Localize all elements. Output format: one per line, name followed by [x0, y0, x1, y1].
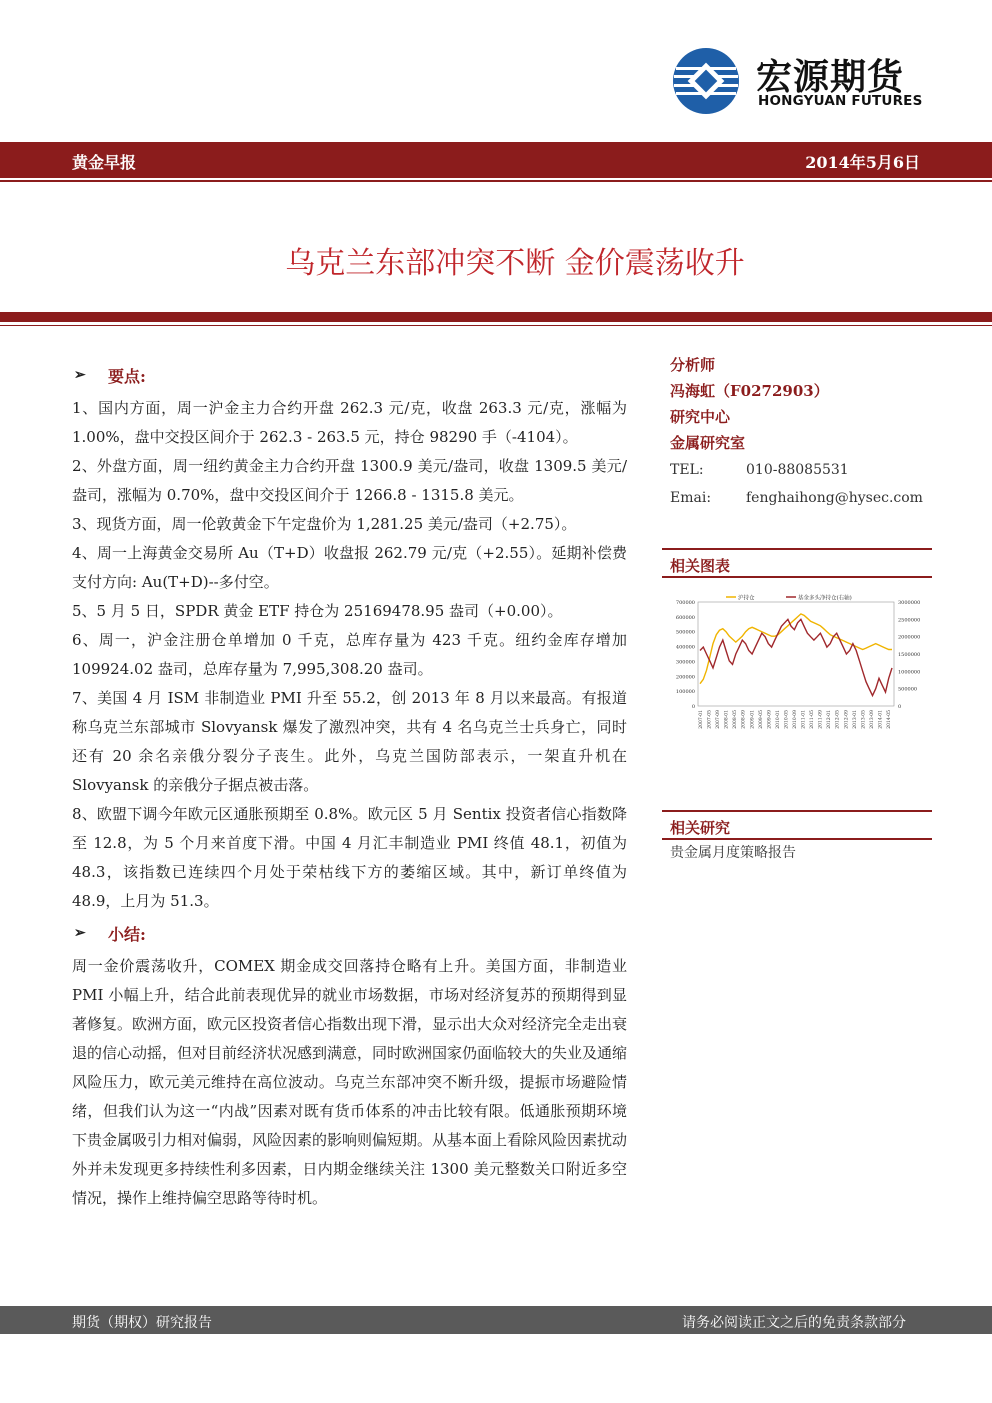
sidebar-info: [670, 352, 932, 512]
chart-section-heading: 相关图表: [662, 548, 932, 578]
email-row: Emai: fenghaihong@hysec.com: [670, 484, 932, 512]
x-tick-label: 2012-09: [844, 710, 850, 729]
title-separator: [0, 312, 992, 322]
footer-disclaimer: 请务必阅读正文之后的免责条款部分: [682, 1315, 906, 1331]
key-point-item: 7、美国 4 月 ISM 非制造业 PMI 升至 55.2，创 2013 年 8 月以来最高。有报道称乌克兰东部城市 Slovyansk 爆发了激烈冲突，共有 4 名乌克兰士兵身亡，同时还有 20 余名亲俄分裂分子丧生。此外，乌克兰国防部表示，一架直升机在 Slovyansk 的亲俄分子据点被击落。: [72, 689, 627, 794]
x-tick-label: 2009-01: [750, 710, 756, 729]
report-header-bar: [0, 142, 992, 178]
analyst-name: 冯海虹（F0272903）: [670, 382, 829, 400]
x-tick-label: 2008-09: [741, 710, 747, 729]
y-right-tick-label: 1000000: [898, 669, 921, 676]
x-tick-label: 2010-01: [775, 710, 781, 729]
y-left-tick-label: 600000: [675, 614, 695, 621]
key-point-item: 6、周一，沪金注册仓单增加 0 千克，总库存量为 423 千克。纽约金库存增加 109924.02 盎司，总库存量为 7,995,308.20 盎司。: [72, 631, 627, 678]
x-tick-label: 2013-01: [852, 710, 858, 729]
x-tick-label: 2009-05: [758, 710, 764, 729]
company-name-en: HONGYUAN FUTURES: [758, 93, 923, 109]
tel-row: TEL: 010-88085531: [670, 456, 932, 484]
key-point-item: 2、外盘方面，周一纽约黄金主力合约开盘 1300.9 美元/盎司，收盘 1309.5 美元/盎司，涨幅为 0.70%，盘中交投区间介于 1266.8 - 1315.8 美元。: [72, 457, 627, 504]
x-tick-label: 2013-09: [869, 710, 875, 729]
x-tick-label: 2012-01: [827, 710, 833, 729]
x-tick-label: 2011-05: [810, 710, 816, 729]
header-underline: [0, 180, 992, 182]
x-tick-label: 2011-01: [801, 710, 807, 729]
x-tick-label: 2007-01: [699, 710, 704, 729]
report-type: 黄金早报: [72, 153, 137, 172]
x-tick-label: 2008-05: [733, 710, 739, 729]
report-title: 乌克兰东部冲突不断 金价震荡收升: [285, 246, 745, 281]
key-point-item: 8、欧盟下调今年欧元区通胀预期至 0.8%。欧元区 5 月 Sentix 投资者信心指数降至 12.8，为 5 个月来首度下滑。中国 4 月汇丰制造业 PMI 终值 48.1，初值为 48.3，该指数已连续四个月处于荣枯线下方的萎缩区域。其中，新订单终值为 48.9，上月为 51.3。: [72, 805, 627, 910]
logo-mark-icon: [672, 47, 740, 115]
y-left-tick-label: 200000: [675, 674, 695, 681]
key-point-item: 4、周一上海黄金交易所 Au（T+D）收盘报 262.79 元/克（+2.55）。延期补偿费支付方向: Au(T+D)--多付空。: [72, 544, 627, 591]
y-right-tick-label: 0: [898, 704, 902, 710]
y-left-tick-label: 500000: [675, 629, 695, 636]
y-right-tick-label: 3000000: [898, 600, 921, 606]
arrow-bullet-icon: ➢: [74, 925, 86, 941]
key-point-item: 5、5 月 5 日，SPDR 黄金 ETF 持仓为 25169478.95 盎司（+0.00）。: [72, 602, 563, 620]
x-tick-label: 2011-09: [818, 710, 824, 729]
key-point-item: 3、现货方面，周一伦敦黄金下午定盘价为 1,281.25 美元/盎司（+2.75）。: [72, 515, 577, 533]
title-separator-thin: [0, 325, 992, 326]
key-points-heading: ➢ 要点:: [74, 366, 146, 386]
summary-text: 周一金价震荡收升，COMEX 期金成交回落持仓略有上升。美国方面，非制造业 PMI 小幅上升，结合此前表现优异的就业市场数据，市场对经济复苏的预期得到显著修复。欧洲方面，欧元区投资者信心指数出现下滑，显示出大众对经济完全走出衰退的信心动摇，但对目前经济状况感到满意，同时欧洲国家仍面临较大的失业及通缩风险压力，欧元美元维持在高位波动。乌克兰东部冲突不断升级，提振市场避险情绪，但我们认为这一“内战”因素对既有货币体系的冲击比较有限。低通胀预期环境下贵金属吸引力相对偏弱，风险因素的影响则偏短期。从基本面上看除风险因素扰动外并未发现更多持续性利多因素，日内期金继续关注 1300 美元整数关口附近多空情况，操作上维持偏空思路等待时机。: [72, 957, 628, 1207]
x-tick-label: 2013-05: [861, 710, 867, 729]
y-left-tick-label: 0: [691, 704, 695, 710]
company-logo: [672, 47, 923, 117]
key-points-list: [72, 394, 627, 916]
company-name-cn: 宏源期货: [756, 57, 905, 98]
tel-value: 010-88085531: [746, 462, 849, 478]
x-tick-label: 2010-05: [784, 710, 790, 729]
x-tick-label: 2008-01: [724, 710, 730, 729]
report-date: 2014年5月6日: [805, 153, 920, 172]
y-right-tick-label: 500000: [898, 686, 918, 693]
legend-label: 基金多头净持仓(右轴): [798, 595, 852, 602]
y-right-tick-label: 2000000: [898, 634, 921, 641]
x-tick-label: 2010-09: [793, 710, 798, 729]
x-tick-label: 2007-05: [707, 710, 713, 729]
footer-left: 期货（期权）研究报告: [72, 1315, 212, 1331]
y-left-tick-label: 300000: [675, 659, 695, 666]
arrow-bullet-icon: ➢: [74, 367, 86, 383]
summary-heading: ➢ 小结:: [74, 924, 146, 944]
x-tick-label: 2007-09: [716, 710, 722, 729]
dept-research-center: 研究中心: [670, 408, 731, 426]
y-right-tick-label: 1500000: [898, 652, 921, 658]
dept-metals: 金属研究室: [670, 434, 746, 452]
x-tick-label: 2012-05: [835, 710, 841, 729]
x-tick-label: 2009-09: [767, 710, 773, 729]
key-point-item: 1、国内方面，周一沪金主力合约开盘 262.3 元/克，收盘 263.3 元/克，涨幅为 1.00%，盘中交投区间介于 262.3 - 263.5 元，持仓 98290 手（-4104）。: [72, 399, 627, 446]
related-research-item[interactable]: 贵金属月度策略报告: [670, 845, 796, 861]
email-value[interactable]: fenghaihong@hysec.com: [746, 490, 923, 506]
y-left-tick-label: 700000: [675, 600, 695, 606]
y-right-tick-label: 2500000: [898, 617, 921, 624]
x-tick-label: 2014-05: [887, 710, 892, 729]
footer-bar: [0, 1306, 992, 1334]
research-section-heading: 相关研究: [662, 810, 932, 840]
analyst-label: 分析师: [670, 356, 716, 374]
y-left-tick-label: 400000: [675, 644, 695, 651]
y-left-tick-label: 100000: [675, 689, 695, 696]
legend-label: 沪持仓: [738, 595, 755, 602]
position-chart: [668, 588, 928, 743]
x-tick-label: 2014-01: [878, 710, 884, 729]
main-content: [72, 360, 627, 1213]
